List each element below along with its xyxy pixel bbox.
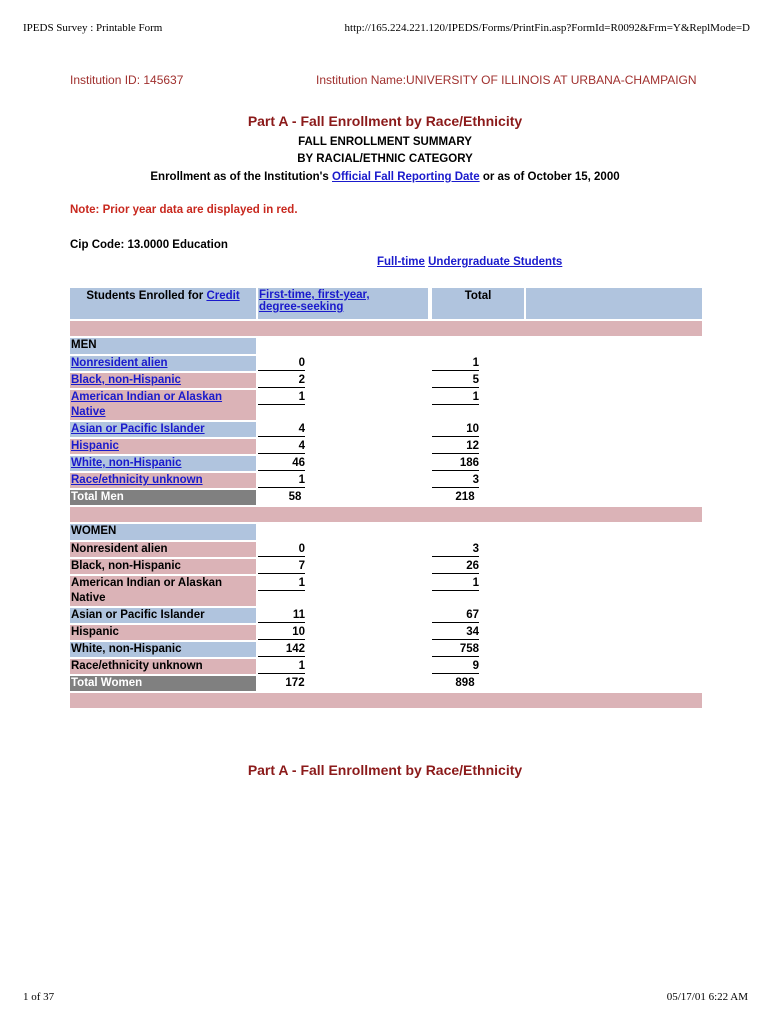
prior-year-note: Note: Prior year data are displayed in red. <box>70 204 298 216</box>
table-row <box>70 456 702 471</box>
total-women-first: 172 <box>285 677 305 689</box>
women-unknown-total: 9 <box>432 659 479 674</box>
total-men-total: 218 <box>455 491 475 503</box>
print-timestamp: 05/17/01 6:22 AM <box>666 991 748 1003</box>
table-row <box>70 390 702 420</box>
men-asian-first: 4 <box>258 422 305 437</box>
women-white-label: White, non-Hispanic <box>70 642 256 657</box>
women-hispanic-first: 10 <box>258 625 305 640</box>
cip-label: Cip Code: <box>70 239 125 251</box>
official-fall-reporting-date-link[interactable]: Official Fall Reporting Date <box>332 171 480 183</box>
men-white-first: 46 <box>258 456 305 471</box>
women-asian-label: Asian or Pacific Islander <box>70 608 256 623</box>
men-unknown-total: 3 <box>432 473 479 488</box>
part-title-repeat: Part A - Fall Enrollment by Race/Ethnicity <box>247 762 523 778</box>
institution-name: Institution Name:UNIVERSITY OF ILLINOIS AT URBANA-CHAMPAIGN <box>316 73 697 87</box>
women-black-total: 26 <box>432 559 479 574</box>
browser-url: http://165.224.221.120/IPEDS/Forms/PrintFin.asp?FormId=R0092&Frm=Y&ReplMode=D <box>344 22 750 34</box>
header-filler <box>526 288 702 319</box>
women-american-indian-total: 1 <box>432 576 479 591</box>
women-nonresident-label: Nonresident alien <box>70 542 256 557</box>
women-white-total: 758 <box>432 642 479 657</box>
men-hispanic-link[interactable]: Hispanic <box>71 440 119 452</box>
section-divider <box>70 507 702 522</box>
table-row <box>70 625 702 640</box>
women-nonresident-total: 3 <box>432 542 479 557</box>
section-divider <box>70 693 702 708</box>
enrollment-date-line <box>0 171 770 183</box>
part-title: Part A - Fall Enrollment by Race/Ethnicity <box>247 113 523 129</box>
total-men-first: 58 <box>288 491 302 503</box>
total-women-label: Total Women <box>70 676 256 691</box>
credit-link[interactable]: Credit <box>206 290 240 302</box>
men-unknown-link[interactable]: Race/ethnicity unknown <box>71 474 203 486</box>
women-asian-total: 67 <box>432 608 479 623</box>
women-white-first: 142 <box>258 642 305 657</box>
men-nonresident-first: 0 <box>258 356 305 371</box>
col1-prefix: Students Enrolled for <box>86 290 204 302</box>
women-hispanic-total: 34 <box>432 625 479 640</box>
table-row <box>70 559 702 574</box>
women-unknown-first: 1 <box>258 659 305 674</box>
enrollment-prefix: Enrollment as of the Institution's <box>150 171 329 183</box>
col-students-enrolled-header <box>70 288 256 319</box>
men-hispanic-first: 4 <box>258 439 305 454</box>
women-nonresident-first: 0 <box>258 542 305 557</box>
cip-code <box>70 239 228 251</box>
men-white-total: 186 <box>432 456 479 471</box>
men-black-total: 5 <box>432 373 479 388</box>
table-row <box>70 356 702 371</box>
men-asian-total: 10 <box>432 422 479 437</box>
men-american-indian-total: 1 <box>432 390 479 405</box>
men-black-first: 2 <box>258 373 305 388</box>
summary-line-1: FALL ENROLLMENT SUMMARY <box>298 136 472 148</box>
men-section-label: MEN <box>70 338 256 354</box>
men-white-link[interactable]: White, non-Hispanic <box>71 457 182 469</box>
women-asian-first: 11 <box>258 608 305 623</box>
women-american-indian-label: American Indian or Alaskan Native <box>70 576 256 606</box>
women-hispanic-label: Hispanic <box>70 625 256 640</box>
men-asian-link[interactable]: Asian or Pacific Islander <box>71 423 205 435</box>
cip-value: 13.0000 Education <box>127 239 228 251</box>
men-total-row <box>70 490 702 505</box>
enrollment-table <box>70 288 702 710</box>
full-time-link[interactable]: Full-time <box>377 256 425 268</box>
women-unknown-label: Race/ethnicity unknown <box>70 659 256 674</box>
page-number: 1 of 37 <box>23 991 55 1003</box>
undergraduate-students-link[interactable]: Undergraduate Students <box>428 256 563 268</box>
table-row <box>70 473 702 488</box>
table-row <box>70 576 702 606</box>
men-hispanic-total: 12 <box>432 439 479 454</box>
men-american-indian-link[interactable]: American Indian or Alaskan Native <box>71 391 223 418</box>
men-section-row <box>70 338 702 354</box>
institution-id: Institution ID: 145637 <box>70 73 184 87</box>
first-time-first-year-link[interactable]: First-time, first-year, <box>259 289 370 301</box>
women-black-label: Black, non-Hispanic <box>70 559 256 574</box>
women-section-row <box>70 524 702 540</box>
table-row <box>70 439 702 454</box>
total-women-total: 898 <box>455 677 475 689</box>
table-row <box>70 659 702 674</box>
men-black-link[interactable]: Black, non-Hispanic <box>71 374 181 386</box>
col-first-time-header <box>258 288 428 319</box>
summary-line-2: BY RACIAL/ETHNIC CATEGORY <box>297 153 473 165</box>
student-type-heading <box>377 256 562 268</box>
total-men-label: Total Men <box>70 490 256 505</box>
table-row <box>70 608 702 623</box>
enrollment-suffix: or as of October 15, 2000 <box>482 171 620 183</box>
table-header-row <box>70 288 702 319</box>
women-total-row <box>70 676 702 691</box>
women-section-label: WOMEN <box>70 524 256 540</box>
table-row <box>70 542 702 557</box>
women-black-first: 7 <box>258 559 305 574</box>
men-unknown-first: 1 <box>258 473 305 488</box>
degree-seeking-link[interactable]: degree-seeking <box>259 301 344 313</box>
table-row <box>70 373 702 388</box>
section-divider <box>70 321 702 336</box>
men-nonresident-total: 1 <box>432 356 479 371</box>
table-row <box>70 642 702 657</box>
col-total-header: Total <box>432 288 524 319</box>
men-nonresident-alien-link[interactable]: Nonresident alien <box>71 357 168 369</box>
table-row <box>70 422 702 437</box>
browser-page-title: IPEDS Survey : Printable Form <box>23 22 163 34</box>
women-american-indian-first: 1 <box>258 576 305 591</box>
men-american-indian-first: 1 <box>258 390 305 405</box>
